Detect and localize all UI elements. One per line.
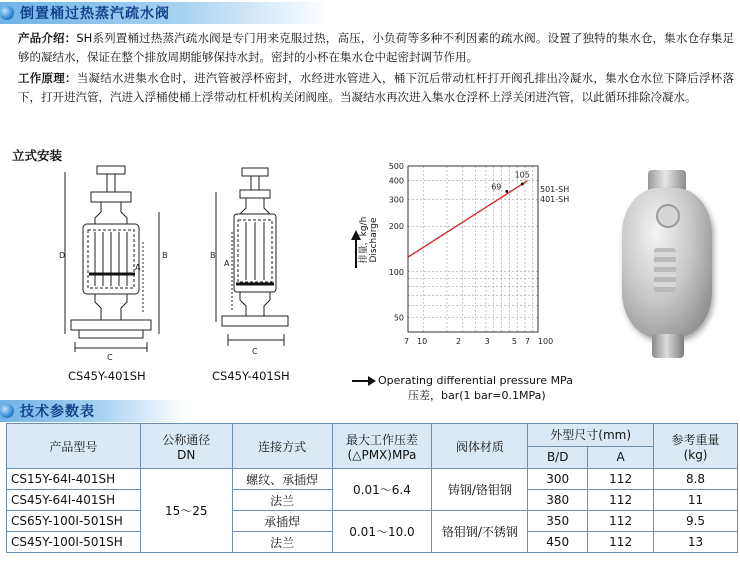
- x-axis-label-cn: 压差，bar(1 bar=0.1MPa): [408, 389, 546, 402]
- cell-pressure: 0.01～6.4: [332, 469, 432, 511]
- cell-bd: 300: [528, 469, 588, 490]
- x-tick-label: 10: [417, 337, 428, 346]
- series-line: [408, 181, 528, 257]
- intro-text: SH系列置桶过热蒸汽疏水阀是专门用来克服过热，高压，小负荷等多种不利因素的疏水阀。设置了独特的集水仓，集水仓存集足够的凝结水，保证在整个排放周期能够保持水封。密封的小杯在集水仓中起密封调节作用。: [18, 31, 734, 64]
- principle-text: 当凝结水进集水仓时，进汽管被浮杯密封，水经进水管进入，桶下沉后带动杠杆打开阀孔排出冷凝水，集水仓水位下降后浮杯落下，打开进汽管，汽进入浮桶使桶上浮带动杠杆机构关闭阀座。当凝结水再次进入集水仓浮杯上浮关闭进汽管，以此循环排除冷凝水。: [18, 71, 735, 104]
- header-bd: B/D: [528, 446, 588, 469]
- install-label: 立式安装: [12, 148, 63, 163]
- cell-model: CS45Y-100I-501SH: [7, 532, 141, 553]
- x-tick-label: 3: [484, 337, 490, 346]
- header-weight: 参考重量 (kg): [654, 424, 738, 469]
- dim-label-a: A: [224, 259, 230, 268]
- cell-a: 112: [588, 490, 654, 511]
- cell-a: 112: [588, 511, 654, 532]
- cell-weight: 13: [654, 532, 738, 553]
- dim-label-c: C: [252, 347, 258, 356]
- diagram-2-caption: CS45Y-401SH: [212, 369, 290, 383]
- y-tick-label: 200: [388, 222, 404, 232]
- cell-bd: 350: [528, 511, 588, 532]
- y-tick-label: 300: [388, 195, 404, 205]
- point-label-69: 69: [491, 182, 502, 192]
- cell-model: CS45Y-64I-401SH: [7, 490, 141, 511]
- dim-label-c: C: [107, 353, 113, 362]
- cell-a: 112: [588, 532, 654, 553]
- spec-table: [6, 423, 738, 553]
- header-dn: 公称通径 DN: [140, 424, 232, 469]
- principle-paragraph: [18, 69, 734, 107]
- dim-label-d: D: [59, 251, 66, 260]
- discharge-chart: [340, 158, 600, 388]
- cell-connection: 法兰: [232, 532, 332, 553]
- header-model: 产品型号: [7, 424, 141, 469]
- y-tick-label: 50: [393, 313, 404, 323]
- y-axis-label-en: Discharge: [369, 217, 379, 263]
- x-axis-label-en: Operating differential pressure MPa: [378, 374, 573, 387]
- dim-label-a: A: [135, 263, 141, 272]
- cell-pressure: 0.01～10.0: [332, 511, 432, 553]
- principle-label: 工作原理：: [18, 71, 77, 85]
- cell-model: CS65Y-100I-501SH: [7, 511, 141, 532]
- x-tick-label: 2: [456, 337, 462, 346]
- x-arrow-icon: [352, 376, 376, 386]
- cell-weight: 8.8: [654, 469, 738, 490]
- cell-bd: 450: [528, 532, 588, 553]
- section-header-params: [0, 400, 185, 422]
- x-tick-label: 7: [404, 337, 410, 346]
- header-pressure: 最大工作压差 (△PMX)MPa: [332, 424, 432, 469]
- cell-connection: 螺纹、承插焊: [232, 469, 332, 490]
- intro-label: 产品介绍：: [18, 31, 77, 45]
- header-dims: 外型尺寸(mm): [528, 424, 654, 447]
- intro-paragraph: [18, 29, 734, 67]
- cell-connection: 法兰: [232, 490, 332, 511]
- y-tick-label: 500: [388, 162, 404, 171]
- diagram-1-caption: CS45Y-401SH: [68, 369, 146, 383]
- y-tick-label: 400: [388, 176, 404, 186]
- cell-material: 铸钢/铬钼钢: [432, 469, 528, 511]
- section-header-product: [0, 2, 330, 24]
- dim-label-b: B: [210, 251, 216, 260]
- x-tick-label: 5: [511, 337, 517, 346]
- bullet-icon: [0, 404, 14, 418]
- bullet-icon: [0, 6, 14, 20]
- header-a: A: [588, 446, 654, 469]
- cell-a: 112: [588, 469, 654, 490]
- y-axis-label-cn: 排量，kg/h: [359, 216, 369, 264]
- cell-bd: 380: [528, 490, 588, 511]
- trap-diagram-1: [55, 162, 175, 367]
- legend-501sh: 501-SH: [540, 185, 570, 194]
- section-title: 技术参数表: [20, 404, 95, 420]
- cell-material: 铬钼钢/不锈钢: [432, 511, 528, 553]
- product-photo: [612, 170, 720, 368]
- section-title: 倒置桶过热蒸汽疏水阀: [20, 6, 170, 22]
- header-connection: 连接方式: [232, 424, 332, 469]
- point-label-105: 105: [514, 170, 530, 180]
- cell-weight: 11: [654, 490, 738, 511]
- table-row: [7, 511, 738, 532]
- cell-weight: 9.5: [654, 511, 738, 532]
- data-point: [521, 183, 524, 186]
- cell-model: CS15Y-64I-401SH: [7, 469, 141, 490]
- cell-connection: 承插焊: [232, 511, 332, 532]
- x-tick-label: 7: [524, 337, 530, 346]
- trap-diagram-2: [208, 162, 308, 357]
- dim-label-b: B: [162, 251, 168, 260]
- x-tick-label: 100: [537, 337, 554, 346]
- header-material: 阀体材质: [432, 424, 528, 469]
- table-row: [7, 469, 738, 490]
- plot-frame: [408, 166, 538, 332]
- legend-401sh: 401-SH: [540, 195, 570, 204]
- cell-dn: 15～25: [140, 469, 232, 553]
- y-tick-label: 100: [388, 267, 404, 277]
- data-point: [505, 190, 508, 193]
